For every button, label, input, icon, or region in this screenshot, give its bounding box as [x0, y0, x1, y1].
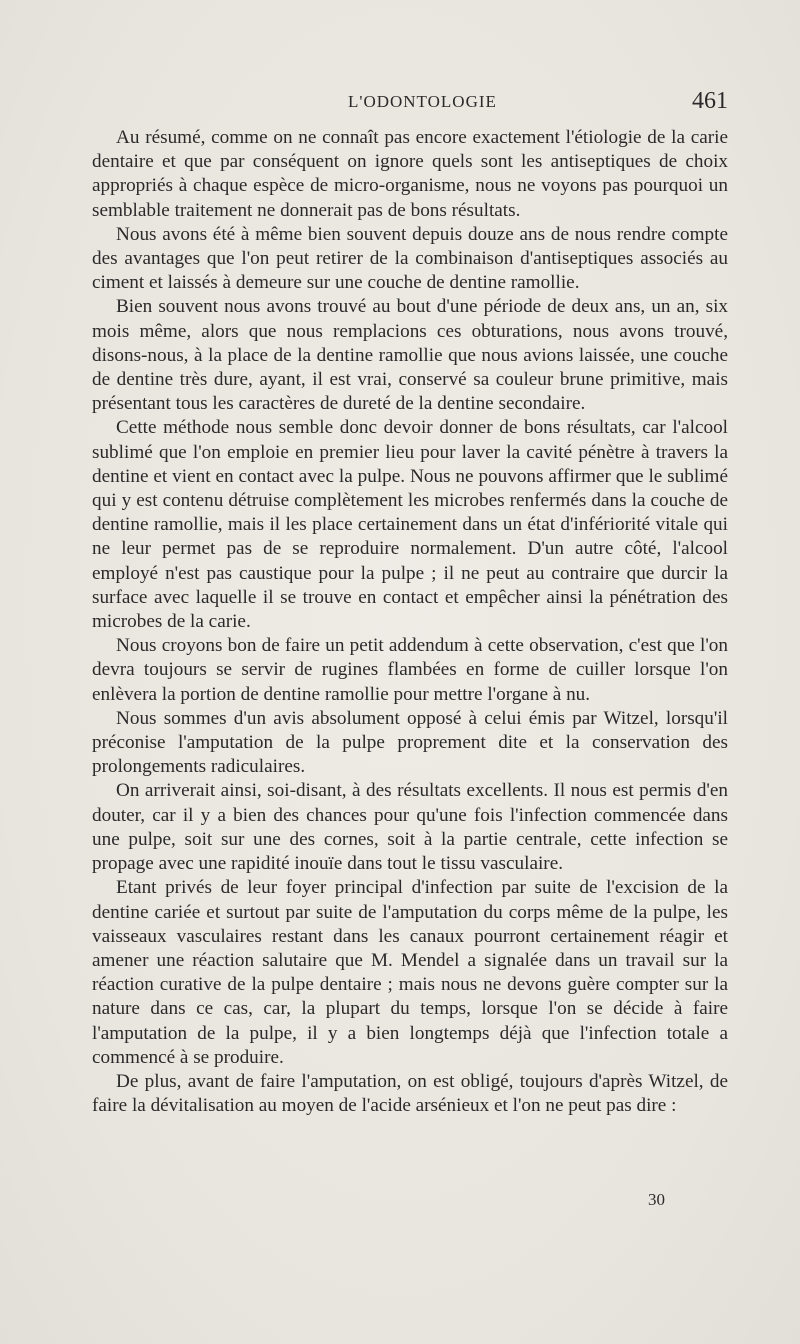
page-number: 461	[692, 88, 728, 114]
running-title: L'ODONTOLOGIE	[348, 92, 497, 111]
paragraph: Nous croyons bon de faire un petit addendum à cette observation, c'est que l'on devra toujours se servir de rugines flambées en forme de cuiller lorsque l'on enlèvera la portion de dentine ramollie pour mettre l'organe à nu.	[92, 635, 728, 705]
page-header	[92, 88, 728, 118]
paragraph: De plus, avant de faire l'amputation, on est obligé, toujours d'après Witzel, de faire la dévitalisation au moyen de l'acide arsénieux et l'on ne peut pas dire :	[92, 1070, 728, 1117]
signature-mark: 30	[648, 1190, 665, 1209]
body-text	[92, 126, 728, 1118]
paragraph: Nous avons été à même bien souvent depuis douze ans de nous rendre compte des avantages que l'on peut retirer de la combinaison d'antiseptiques associés au ciment et laissés à demeure sur une couche de dentine ramollie.	[92, 223, 728, 294]
paragraph: Nous sommes d'un avis absolument opposé à celui émis par Witzel, lorsqu'il préconise l'amputation de la pulpe proprement dite et la conservation des prolongements radiculaires.	[92, 707, 728, 778]
paragraph: Cette méthode nous semble donc devoir donner de bons résultats, car l'alcool sublimé que l'on emploie en premier lieu pour laver la cavité pénètre à travers la dentine et vient en contact avec la pulpe. Nous ne pouvons affirmer que le sublimé qui y est contenu détruise complètement les microbes renfermés dans la couche de dentine ramollie, mais il les place certainement dans un état d'infériorité vitale qui ne leur permet pas de se reproduire normalement. D'un autre côté, l'alcool employé n'est pas caustique pour la pulpe ; il ne peut au contraire que durcir la surface avec laquelle il se trouve en contact et empêcher ainsi la pénétration des microbes de la carie.	[92, 417, 728, 633]
paragraph: Etant privés de leur foyer principal d'infection par suite de l'excision de la dentine cariée et surtout par suite de l'amputation du corps même de la pulpe, les vaisseaux vasculaires restant dans les canaux pourront certainement réagir et amener une réaction salutaire que M. Mendel a signalée dans un travail sur la réaction curative de la pulpe dentaire ; mais nous ne devons guère compter sur la nature dans ce cas, car, la plupart du temps, lorsque l'on se décide à faire l'amputation de la pulpe, il y a bien longtemps déjà que l'infection totale a commencé à se produire.	[92, 877, 728, 1068]
paragraph: Au résumé, comme on ne connaît pas encore exactement l'étiologie de la carie dentaire et que par conséquent on ignore quels sont les antiseptiques de choix appropriés à chaque espèce de micro-organisme, nous ne voyons pas pourquoi un semblable traitement ne donnerait pas de bons résultats.	[92, 127, 728, 221]
paragraph: Bien souvent nous avons trouvé au bout d'une période de deux ans, un an, six mois même, alors que nous remplacions ces obturations, nous avons trouvé, disons-nous, à la place de la dentine ramollie que nous avions laissée, une couche de dentine très dure, ayant, il est vrai, conservé sa couleur brune primitive, mais présentant tous les caractères de dureté de la dentine secondaire.	[92, 296, 728, 415]
paragraph: On arriverait ainsi, soi-disant, à des résultats excellents. Il nous est permis d'en douter, car il y a bien des chances pour qu'une fois l'infection commencée dans une pulpe, soit sur une des cornes, soit à la partie centrale, cette infection se propage avec une rapidité inouïe dans tout le tissu vasculaire.	[92, 780, 728, 875]
